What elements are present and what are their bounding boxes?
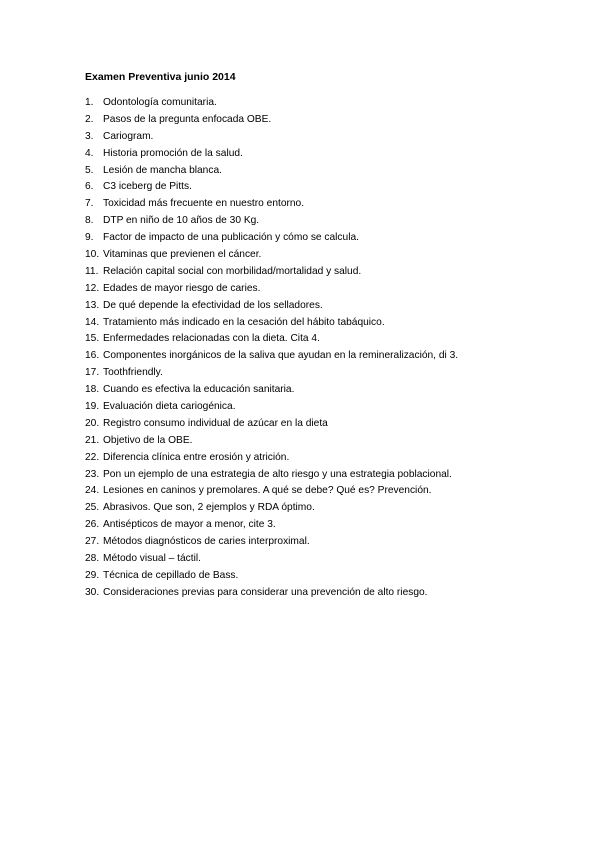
list-item-number: 21. — [85, 434, 100, 446]
list-item-text: Lesión de mancha blanca. — [103, 164, 222, 176]
list-item — [85, 586, 458, 603]
list-item-text: C3 iceberg de Pitts. — [103, 181, 192, 193]
list-item-text: Pasos de la pregunta enfocada OBE. — [103, 113, 272, 125]
list-item-text: DTP en niño de 10 años de 30 Kg. — [103, 215, 260, 227]
question-list — [85, 96, 458, 603]
list-item-number: 17. — [85, 367, 100, 379]
list-item-number: 20. — [85, 417, 100, 429]
list-item — [85, 197, 458, 214]
list-item-number: 25. — [85, 502, 100, 514]
list-item — [85, 383, 458, 400]
list-item-text: Relación capital social con morbilidad/mortalidad y salud. — [103, 265, 362, 277]
list-item — [85, 501, 458, 518]
list-item — [85, 180, 458, 197]
list-item-number: 18. — [85, 384, 100, 396]
list-item — [85, 96, 458, 113]
list-item-number: 16. — [85, 350, 100, 362]
list-item-text: Odontología comunitaria. — [103, 97, 217, 108]
list-item-text: Cuando es efectiva la educación sanitaria. — [103, 384, 295, 396]
list-item-number: 6. — [85, 181, 94, 193]
list-item — [85, 400, 458, 417]
list-item-text: Métodos diagnósticos de caries interproximal. — [103, 536, 310, 548]
list-item-text: Diferencia clínica entre erosión y atrición. — [103, 451, 290, 463]
list-item-number: 12. — [85, 282, 100, 294]
list-item — [85, 316, 458, 333]
list-item-number: 24. — [85, 485, 100, 497]
list-item-text: Edades de mayor riesgo de caries. — [103, 282, 261, 294]
list-item-number: 15. — [85, 333, 100, 345]
list-item-number: 26. — [85, 519, 100, 531]
list-item-number: 9. — [85, 232, 94, 244]
list-item — [85, 282, 458, 299]
list-item-text: Pon un ejemplo de una estrategia de alto riesgo y una estrategia poblacional. — [103, 468, 452, 480]
list-item-text: Método visual – táctil. — [103, 553, 201, 565]
list-item-number: 22. — [85, 451, 100, 463]
list-item — [85, 535, 458, 552]
list-item — [85, 265, 458, 282]
list-item-text: Tratamiento más indicado en la cesación del hábito tabáquico. — [103, 316, 385, 328]
list-item-text: Factor de impacto de una publicación y cómo se calcula. — [103, 232, 359, 244]
list-item-number: 29. — [85, 569, 100, 581]
list-item-number: 10. — [85, 249, 100, 261]
list-item — [85, 366, 458, 383]
list-item — [85, 299, 458, 316]
list-item — [85, 434, 458, 451]
list-item — [85, 113, 458, 130]
list-item-text: Vitaminas que previenen el cáncer. — [103, 249, 262, 261]
list-item — [85, 451, 458, 468]
list-item-number: 5. — [85, 164, 94, 176]
document-title: Examen Preventiva junio 2014 — [85, 71, 236, 83]
list-item-number: 11. — [85, 265, 99, 277]
list-item-text: Lesiones en caninos y premolares. A qué se debe? Qué es? Prevención. — [103, 485, 432, 497]
list-item — [85, 147, 458, 164]
list-item — [85, 332, 458, 349]
list-item-text: Consideraciones previas para considerar una prevención de alto riesgo. — [103, 586, 428, 598]
list-item-number: 30. — [85, 586, 100, 598]
list-item-text: Enfermedades relacionadas con la dieta. Cita 4. — [103, 333, 320, 345]
list-item-number: 13. — [85, 299, 100, 311]
list-item — [85, 164, 458, 181]
list-item — [85, 349, 458, 366]
list-item — [85, 248, 458, 265]
list-item-number: 1. — [85, 97, 94, 108]
list-item-number: 8. — [85, 215, 94, 227]
list-item-number: 28. — [85, 553, 100, 565]
list-item-number: 23. — [85, 468, 100, 480]
list-item — [85, 518, 458, 535]
list-item — [85, 484, 458, 501]
list-item-text: Historia promoción de la salud. — [103, 147, 243, 159]
list-item — [85, 130, 458, 147]
list-item-number: 7. — [85, 198, 94, 210]
list-item-text: Técnica de cepillado de Bass. — [103, 569, 239, 581]
list-item-number: 2. — [85, 113, 94, 125]
list-item-text: Objetivo de la OBE. — [103, 434, 193, 446]
list-item — [85, 569, 458, 586]
list-item-text: Componentes inorgánicos de la saliva que ayudan en la remineralización, di 3. — [103, 350, 459, 362]
list-item-number: 14. — [85, 316, 100, 328]
list-item-text: Abrasivos. Que son, 2 ejemplos y RDA óptimo. — [103, 502, 315, 514]
list-item-number: 4. — [85, 147, 94, 159]
list-item-text: Registro consumo individual de azúcar en la dieta — [103, 417, 328, 429]
list-item — [85, 417, 458, 434]
list-item-text: Antisépticos de mayor a menor, cite 3. — [103, 519, 276, 531]
list-item-number: 19. — [85, 401, 100, 413]
list-item — [85, 214, 458, 231]
list-item-text: De qué depende la efectividad de los selladores. — [103, 299, 323, 311]
list-item-number: 27. — [85, 536, 100, 548]
list-item-number: 3. — [85, 130, 94, 142]
list-item — [85, 468, 458, 485]
list-item-text: Toothfriendly. — [103, 367, 163, 379]
list-item-text: Cariogram. — [103, 130, 154, 142]
list-item — [85, 552, 458, 569]
list-item-text: Evaluación dieta cariogénica. — [103, 401, 236, 413]
list-item — [85, 231, 458, 248]
list-item-text: Toxicidad más frecuente en nuestro entorno. — [103, 198, 305, 210]
